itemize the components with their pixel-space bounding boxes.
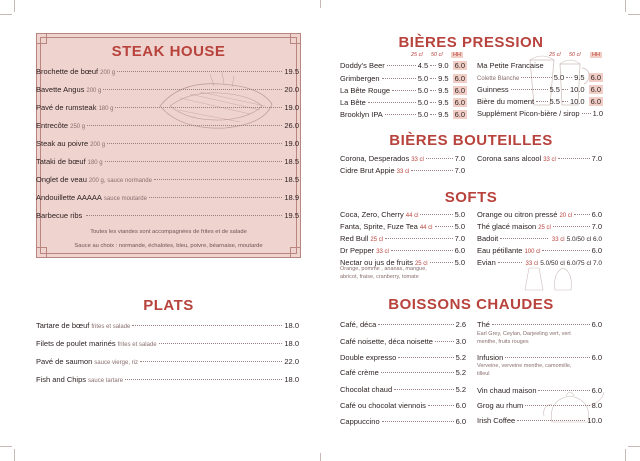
crop-mark <box>628 14 640 15</box>
boissons-chaudes-title: BOISSONS CHAUDES <box>388 296 554 313</box>
crop-mark <box>625 449 626 461</box>
the-varieties: menthe, fruits rouges <box>477 339 529 345</box>
menu-item: Nectar ou jus de fruits 25 cl 5.0 <box>340 258 465 267</box>
menu-item: Andouillette AAAAA sauce moutarde 18.9 <box>36 193 299 202</box>
menu-item: Coca, Zero, Cherry 44 cl 5.0 <box>340 210 465 219</box>
menu-item: Barbecue ribs 19.5 <box>36 211 299 220</box>
steak-note: Toutes les viandes sont accompagnées de frites et de salade <box>90 229 247 235</box>
beer-row: Doddy's Beer 4.5 9.0 6.0 <box>340 61 465 70</box>
beer-row: Brooklyn IPA 5.0 9.5 6.0 <box>340 110 465 119</box>
beer-row: Grimbergen 5.0 9.5 6.0 <box>340 74 465 83</box>
menu-item: Thé 6.0 <box>477 320 602 329</box>
menu-item: Brochette de bœuf 200 g 19.5 <box>36 67 299 76</box>
nectar-flavors: abricot, fraise, cranberry, tomate <box>340 274 419 280</box>
sauce-note: Sauce au choix : normande, échalotes, bleu, poivre, béarnaise, moutarde <box>74 243 263 249</box>
menu-item: Fanta, Sprite, Fuze Tea 44 cl 5.0 <box>340 222 465 231</box>
beer-row: Bière du moment 5.5 10.0 6.0 <box>477 97 601 106</box>
beer-glasses-illustration <box>520 50 605 110</box>
menu-item: Orange ou citron pressé 20 cl 6.0 <box>477 210 602 219</box>
menu-item: Corona sans alcool 33 cl 7.0 <box>477 154 602 163</box>
menu-item: Steak au poivre 200 g 19.0 <box>36 139 299 148</box>
menu-item: Café crème 5.2 <box>340 368 466 377</box>
menu-item: Red Bull 25 cl 7.0 <box>340 234 465 243</box>
bieres-pression-title: BIÈRES PRESSION <box>398 34 544 51</box>
infusion-varieties: Verveine, verveine menthe, camomille, <box>477 363 572 369</box>
the-varieties: Earl Grey, Ceylan, Darjeeling vert, vert <box>477 331 571 337</box>
bieres-bouteilles-title: BIÈRES BOUTEILLES <box>389 132 553 149</box>
menu-item: Cappuccino 6.0 <box>340 417 466 426</box>
col-header-hh: HH <box>592 52 600 58</box>
menu-item: Pavé de saumon sauce vierge, riz 22.0 <box>36 357 299 366</box>
menu-item: Vin chaud maison 6.0 <box>477 386 602 395</box>
col-header-50cl: 50 cl <box>431 52 443 58</box>
menu-item: Double expresso 5.2 <box>340 353 466 362</box>
menu-item: Eau pétillante 100 cl 6.0 <box>477 246 602 255</box>
plats-title: PLATS <box>143 297 194 314</box>
crop-mark <box>14 449 15 461</box>
soft-drink-illustration <box>515 262 595 292</box>
menu-item: Filets de poulet marinés frites et salade 18.0 <box>36 339 299 348</box>
menu-item: Tataki de bœuf 180 g 18.5 <box>36 157 299 166</box>
menu-item: Thé glacé maison 25 cl 7.0 <box>477 222 602 231</box>
beer-row: La Bête Rouge 5.0 9.5 6.0 <box>340 86 465 95</box>
supplement-row: Supplément Picon-bière / sirop 1.0 <box>477 109 603 118</box>
crop-mark <box>14 0 15 12</box>
crop-mark <box>0 446 12 447</box>
menu-item: Bavette Angus 200 g 20.0 <box>36 85 299 94</box>
menu-item: Cidre Brut Appie 33 cl 7.0 <box>340 166 465 175</box>
menu-item: Chocolat chaud 5.2 <box>340 385 466 394</box>
teapot-illustration <box>540 372 610 427</box>
menu-item: Corona, Desperados 33 cl 7.0 <box>340 154 465 163</box>
col-header-hh: HH <box>453 52 461 58</box>
menu-item: Tartare de bœuf frites et salade 18.0 <box>36 321 299 330</box>
col-header-25cl: 25 cl <box>549 52 561 58</box>
crop-mark <box>628 446 640 447</box>
menu-item: Evian 33 cl 5.0/50 cl 6.0/75 cl 7.0 <box>477 258 602 267</box>
beer-subheading: Ma Petite Francaise <box>477 61 544 70</box>
menu-item: Pavé de rumsteak 180 g 19.0 <box>36 103 299 112</box>
menu-item: Infusion 6.0 <box>477 353 602 362</box>
crop-mark <box>320 0 321 8</box>
menu-item: Fish and Chips sauce tartare 18.0 <box>36 375 299 384</box>
menu-item: Grog au rhum 8.0 <box>477 401 602 410</box>
crop-mark <box>625 0 626 12</box>
crop-mark <box>0 14 12 15</box>
menu-item: Onglet de veau 200 g, sauce normande 18.5 <box>36 175 299 184</box>
beer-row: Colette Blanche 5.0 9.5 6.0 <box>477 73 601 82</box>
beer-row: La Bête 5.0 9.5 6.0 <box>340 98 465 107</box>
menu-item: Café, déca 2.6 <box>340 320 466 329</box>
infusion-varieties: tilleul <box>477 371 490 377</box>
col-header-25cl: 25 cl <box>411 52 423 58</box>
menu-item: Café noisette, déca noisette 3.0 <box>340 337 466 346</box>
menu-item: Café ou chocolat viennois 6.0 <box>340 401 466 410</box>
col-header-50cl: 50 cl <box>569 52 581 58</box>
menu-item: Dr Pepper 33 cl 6.0 <box>340 246 465 255</box>
menu-item: Badoit 33 cl 5.0/50 cl 6.0 <box>477 234 602 243</box>
nectar-flavors: Orange, pomme , ananas, mangue, <box>340 266 427 272</box>
steak-house-title: STEAK HOUSE <box>111 43 226 60</box>
softs-title: SOFTS <box>444 189 498 206</box>
beer-row: Guinness 5.5 10.0 6.0 <box>477 85 601 94</box>
menu-item: Entrecôte 250 g 26.0 <box>36 121 299 130</box>
menu-item: Irish Coffee 10.0 <box>477 416 602 425</box>
crop-mark <box>320 453 321 461</box>
